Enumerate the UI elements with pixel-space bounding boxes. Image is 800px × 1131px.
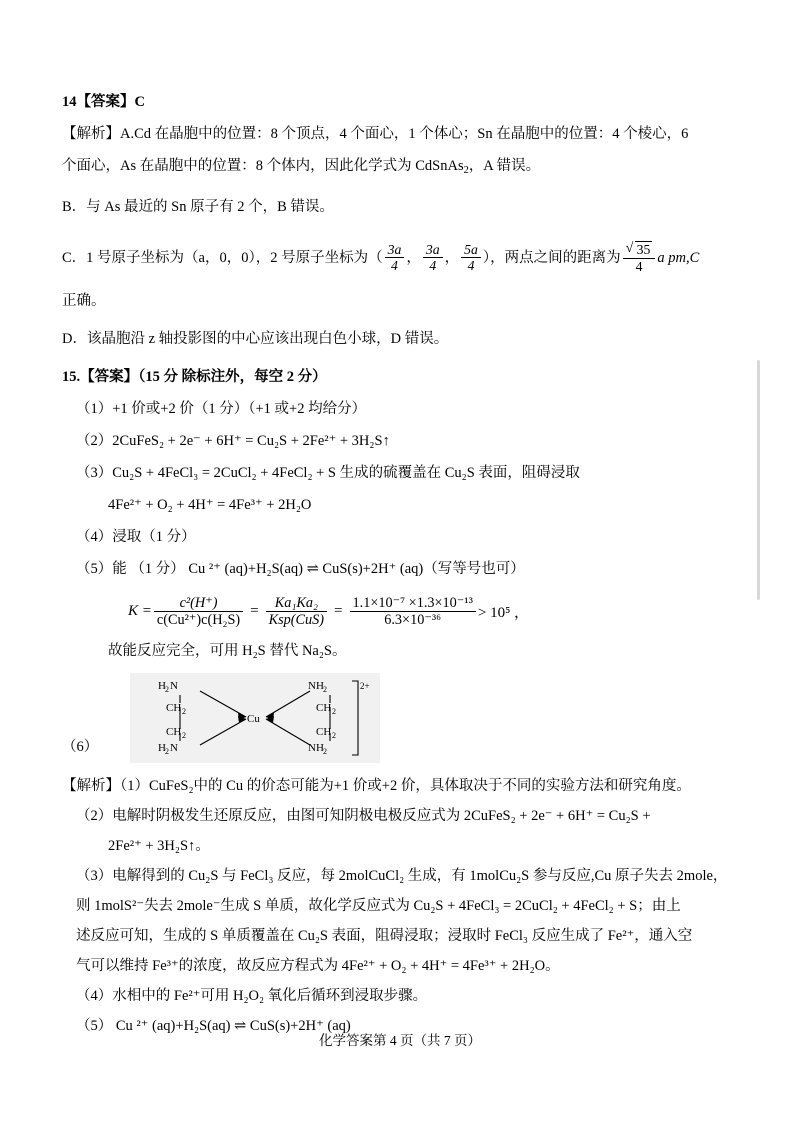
q15-complex-structure-figure [62, 673, 746, 765]
q15-explain-2b: 2Fe²⁺ + 3H₂S↑。 [108, 837, 210, 854]
k-fraction-1 [154, 595, 243, 629]
k-fraction-3-numerator: 1.1×10⁻⁷ ×1.3×10⁻¹³ [352, 595, 473, 612]
k-fraction-2-denominator: Ksp(CuS) [266, 611, 327, 628]
svg-text:CH: CH [166, 725, 182, 738]
q14-option-c-pre: C．1 号原子坐标为（a，0，0），2 号原子坐标为（ [62, 249, 383, 266]
q14-fraction-2-denominator: 4 [423, 257, 443, 274]
q15-answer-4: （4）浸取（1 分） [76, 529, 196, 546]
q15-answer-5: （5）能 （1 分） Cu ²⁺ (aq)+H₂S(aq) ⇌ CuS(s)+2H⁺ (aq)（写等号也可） [76, 561, 525, 578]
q14-heading: 14【答案】C [62, 94, 145, 110]
svg-text:2: 2 [323, 746, 327, 756]
svg-text:CH: CH [166, 701, 182, 714]
q14-option-d: D．该晶胞沿 z 轴投影图的中心应该出现白色小球，D 错误。 [62, 331, 449, 348]
q15-answer-2: （2）2CuFeS₂ + 2e⁻ + 6H⁺ = Cu₂S + 2Fe²⁺ + 3H₂S↑ [76, 433, 390, 450]
q14-option-b: B．与 As 最近的 Sn 原子有 2 个，B 错误。 [62, 198, 334, 215]
q14-fraction-1-denominator: 4 [385, 257, 405, 274]
q15-answer-3b: 4Fe²⁺ + O₂ + 4H⁺ = 4Fe³⁺ + 2H₂O [108, 497, 312, 514]
k-result: > 10⁵ ， [477, 605, 530, 622]
k-fraction-3-denominator: 6.3×10⁻³⁶ [350, 611, 476, 628]
svg-text:CH: CH [316, 701, 332, 714]
svg-text:N: N [170, 741, 178, 754]
q15-explain-3d: 气可以维持 Fe³⁺的浓度，故反应方程式为 4Fe²⁺ + O₂ + 4H⁺ = 4Fe³⁺ + 2H₂O。 [76, 957, 560, 974]
svg-text:2+: 2+ [360, 680, 370, 691]
q14-sqrt-numerator [623, 241, 656, 258]
svg-text:2: 2 [323, 684, 327, 694]
k-fraction-1-denominator: c(Cu²⁺)c(H₂S) [154, 611, 243, 628]
svg-text:N: N [170, 679, 178, 692]
q15-explain-3c: 述反应可知，生成的 S 单质覆盖在 Cu₂S 表面，阻碍浸取；浸取时 FeCl₃ 反应生成了 Fe²⁺，通入空 [76, 927, 693, 944]
svg-text:H: H [158, 741, 166, 754]
q14-analysis-line-1: 【解析】A.Cd 在晶胞中的位置：8 个顶点，4 个面心，1 个体心；Sn 在晶胞中的位置：4 个棱心，6 [62, 126, 689, 142]
svg-text:2: 2 [165, 746, 169, 756]
svg-text:NH: NH [308, 679, 324, 692]
q15-conclusion: 故能反应完全，可用 H₂S 替代 Na₂S。 [108, 642, 347, 659]
svg-text:2: 2 [332, 730, 336, 740]
q15-explain-1: 【解析】（1）CuFeS₂中的 Cu 的价态可能为+1 价或+2 价，具体取决于不同的实验方法和研究角度。 [62, 777, 691, 794]
q14-fraction-3-numerator: 5a [464, 241, 478, 257]
q14-analysis-line-2-post: ，A 错误。 [468, 158, 541, 174]
q14-fraction-3-denominator: 4 [461, 257, 481, 274]
k-fraction-1-numerator: c²(H⁺) [179, 595, 218, 612]
q14-sqrt-fraction [623, 241, 656, 275]
k-fraction-3 [350, 595, 476, 629]
page-footer: 化学答案第 4 页（共 7 页） [319, 1033, 481, 1048]
k-fraction-2-numerator: Ka₁Ka₂ [274, 595, 318, 612]
q15-explain-3: （3）电解得到的 Cu₂S 与 FeCl₃ 反应，每 2molCuCl₂ 生成，有 1molCu₂S 参与反应,Cu 原子失去 2mole， [76, 867, 728, 884]
page-content [62, 86, 746, 1041]
k-equals-2: = [334, 603, 343, 620]
q14-sqrt-denominator: 4 [623, 258, 656, 275]
q14-formula-subscript: 2 [463, 164, 469, 176]
q14-fraction-2 [423, 242, 443, 275]
q15-equilibrium-constant-equation [62, 595, 746, 629]
q14-analysis-line-2 [62, 150, 746, 187]
q14-fraction-1 [385, 242, 405, 275]
q15-answer-1: （1）+1 价或+2 价（1 分）（+1 或+2 均给分） [76, 401, 367, 418]
copper-complex-svg [130, 673, 380, 763]
q15-answer-6-label: （6） [62, 738, 99, 755]
q14-sqrt-radicand: 35 [636, 242, 651, 258]
page-edge-marker [757, 360, 760, 600]
q14-fraction-1-numerator: 3a [387, 241, 402, 257]
copper-complex-diagram [130, 673, 380, 763]
k-fraction-2 [266, 595, 327, 629]
svg-text:CH: CH [316, 725, 332, 738]
k-label: K = [128, 603, 152, 620]
q14-comma-2: ， [444, 249, 460, 266]
q14-option-c [62, 241, 746, 275]
q15-explain-3b: 则 1molS²⁻失去 2mole⁻生成 S 单质，故化学反应式为 Cu₂S + 4FeCl₃ = 2CuCl₂ + 4FeCl₂ + S；由上 [76, 897, 681, 914]
k-equals-1: = [250, 603, 259, 620]
q14-comma-1: ， [406, 249, 421, 266]
svg-text:2: 2 [332, 706, 336, 716]
svg-text:2: 2 [182, 730, 186, 740]
q15-explain-5: （5） Cu ²⁺ (aq)+H₂S(aq) ⇌ CuS(s)+2H⁺ (aq) [76, 1017, 351, 1034]
q14-analysis-line-2-pre: 个面心，As 在晶胞中的位置：8 个体内，因此化学式为 CdSnAs [62, 158, 464, 174]
svg-text:NH: NH [308, 741, 324, 754]
q15-heading: 15.【答案】（15 分 除标注外，每空 2 分） [62, 369, 327, 386]
q14-fraction-3 [461, 242, 481, 275]
q14-fraction-2-numerator: 3a [425, 241, 440, 257]
q15-explain-2: （2）电解时阴极发生还原反应，由图可知阴极电极反应式为 2CuFeS₂ + 2e⁻ + 6H⁺ = Cu₂S + [76, 807, 651, 824]
svg-text:2: 2 [165, 684, 169, 694]
q15-explain-4: （4）水相中的 Fe²⁺可用 H₂O₂ 氧化后循环到浸取步骤。 [76, 987, 428, 1004]
sqrt-icon [626, 241, 653, 258]
q14-option-c-tail: a pm,C [657, 249, 700, 266]
q15-answer-3: （3）Cu₂S + 4FeCl₃ = 2CuCl₂ + 4FeCl₂ + S 生成的硫覆盖在 Cu₂S 表面，阻碍浸取 [76, 465, 580, 482]
svg-text:2: 2 [182, 706, 186, 716]
q14-option-c-mid: ），两点之间的距离为 [482, 249, 621, 266]
svg-text:H: H [158, 679, 166, 692]
svg-text:Cu: Cu [247, 712, 260, 725]
q14-option-c-line-2: 正确。 [62, 293, 106, 310]
